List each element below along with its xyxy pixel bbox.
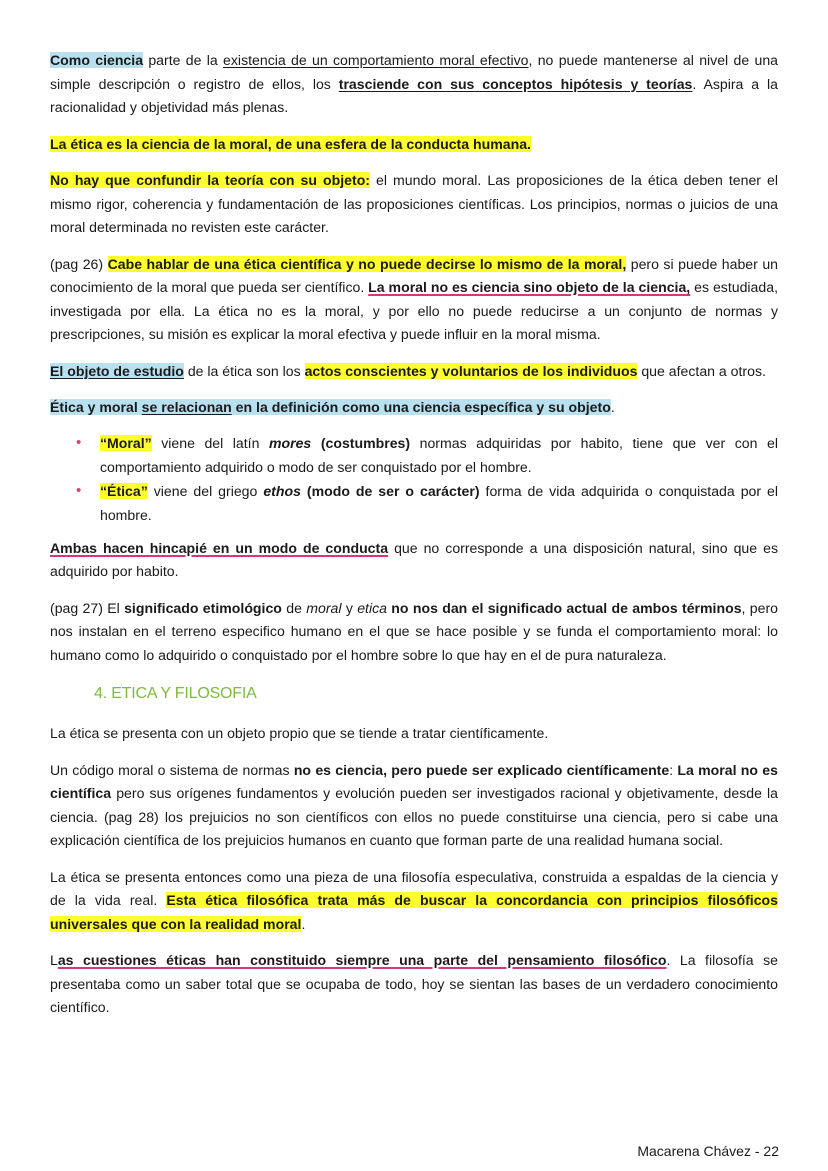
list-item: • “Ética” viene del griego ethos (modo de ser o carácter) forma de vida adquirida o conquistada por el hombre. — [100, 479, 778, 527]
paragraph-pag-27: (pag 27) El significado etimológico de moral y etica no nos dan el significado actual de ambos términos, pero nos instalan en el terreno especifico humano en el que se hace posible y se funda el comportamiento moral: lo humano como lo adquirido o conquistado por el hombre sobre lo que hay en el de pura naturaleza. — [50, 599, 778, 663]
paragraph-ambas: Ambas hacen hincapié en un modo de conducta que no corresponde a una disposición natural, sino que es adquirido por habito. — [50, 539, 778, 579]
paragraph-objeto-propio: La ética se presenta con un objeto propio que se tiende a tratar científicamente. — [50, 725, 549, 741]
bullet-icon: • — [76, 433, 82, 451]
paragraph-etica-moral-relacion: Ética y moral se relacionan en la definición como una ciencia específica y su objeto. — [50, 399, 615, 415]
section-heading: 4. ETICA Y FILOSOFIA — [94, 685, 257, 702]
paragraph-cuestiones-eticas: Las cuestiones éticas han constituido siempre una parte del pensamiento filosófico. La filosofía se presentaba como un saber total que se ocupaba de todo, hoy se sientan las bases de un verdadero conocimiento científico. — [50, 952, 778, 1015]
paragraph-codigo-moral: Un código moral o sistema de normas no es ciencia, pero puede ser explicado científicamente: La moral no es científica pero sus orígenes fundamentos y evolución pueden ser investigados racional y objetivamente, desde la ciencia. (pag 28) los prejuicios no son científicos con ellos no puede constituirse una ciencia, pero si cabe una explicación científica de los prejuicios humanos en cuanto que forman parte de una realidad humana social. — [50, 761, 778, 848]
bullet-list — [50, 431, 778, 527]
paragraph-pag-26: (pag 26) Cabe hablar de una ética científica y no puede decirse lo mismo de la moral, pero si puede haber un conocimiento de la moral que pueda ser científico. La moral no es ciencia sino objeto de la ciencia, es estudiada, investigada por ella. La ética no es la moral, y por ello no puede reducirse a un conjunto de normas y prescripciones, su misión es explicar la moral efectiva y puede influir en la moral misma. — [50, 255, 778, 342]
paragraph-filosofia-especulativa: La ética se presenta entonces como una pieza de una filosofía especulativa, construida a espaldas de la ciencia y de la vida real. Esta ética filosófica trata más de buscar la concordancia con principios filosóficos universales que con la realidad moral. — [50, 868, 778, 932]
page-footer: Macarena Chávez - 22 — [637, 1143, 779, 1159]
highlight-como-ciencia: Como ciencia — [50, 52, 144, 68]
paragraph-teoria-objeto: No hay que confundir la teoría con su objeto: el mundo moral. Las proposiciones de la ética deben tener el mismo rigor, coherencia y fundamentación de las proposiciones científicas. Los principios, normas o juicios de una moral determinada no revisten este carácter. — [50, 172, 778, 235]
paragraph-como-ciencia: Como ciencia parte de la existencia de un comportamiento moral efectivo, no puede mantenerse al nivel de una simple descripción o registro de ellos, los trasciende con sus conceptos hipótesis y teorías. Aspira a la racionalidad y objetividad más plenas. — [50, 52, 778, 115]
paragraph-definicion-etica: La ética es la ciencia de la moral, de una esfera de la conducta humana. — [50, 135, 531, 152]
paragraph-objeto-estudio: El objeto de estudio de la ética son los actos conscientes y voluntarios de los individuos que afectan a otros. — [50, 362, 766, 379]
list-item: • “Moral” viene del latín mores (costumbres) normas adquiridas por habito, tiene que ver con el comportamiento adquirido o modo de ser conquistado por el hombre. — [100, 431, 778, 479]
bullet-icon: • — [76, 481, 82, 499]
document-page — [50, 49, 778, 1033]
